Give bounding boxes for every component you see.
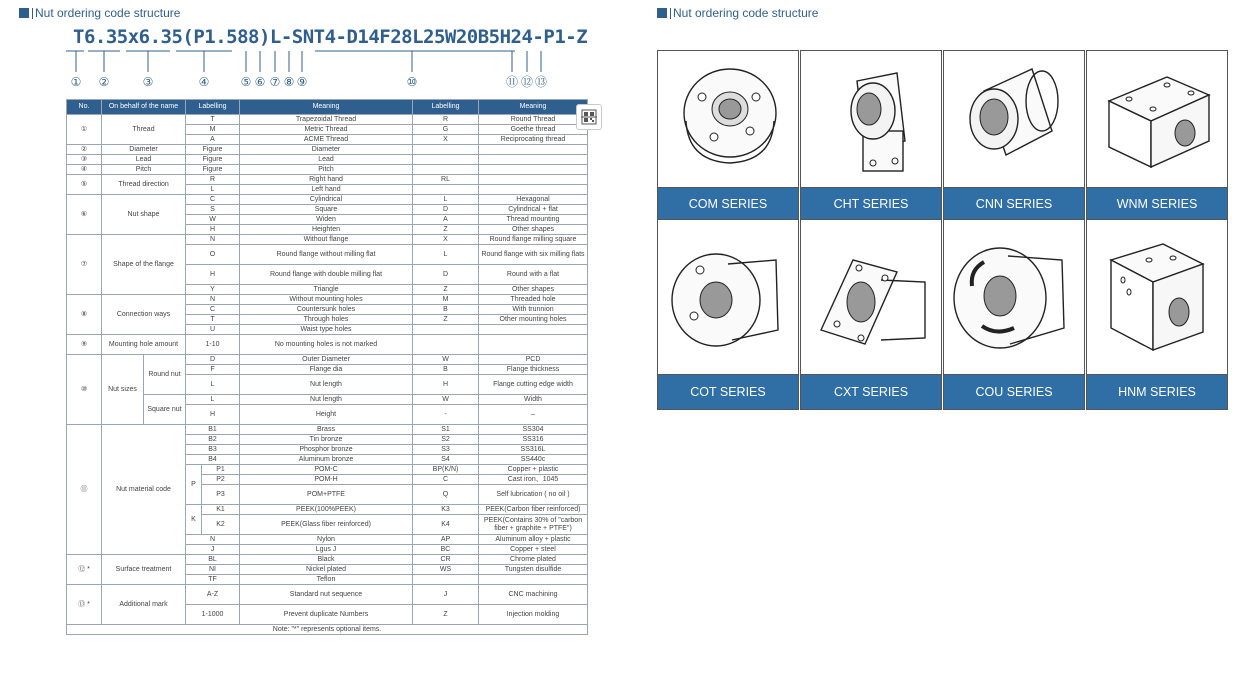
table-cell: Heighten [240, 225, 413, 235]
table-cell: O [186, 245, 240, 265]
code-markers [60, 48, 560, 94]
table-cell: NI [186, 565, 240, 575]
row-name: Mounting hole amount [102, 335, 186, 355]
table-cell: AP [413, 535, 479, 545]
table-cell: Other shapes [479, 285, 588, 295]
table-cell: J [413, 585, 479, 605]
table-cell: N [186, 535, 240, 545]
table-cell: Right hand [240, 175, 413, 185]
table-cell: Tungsten disulfide [479, 565, 588, 575]
table-cell: SS440c [479, 455, 588, 465]
nut-code-table [66, 99, 588, 635]
sub-name: Square nut [144, 395, 186, 425]
table-cell: Brass [240, 425, 413, 435]
round-flange-cylinder-nut-icon [658, 220, 798, 374]
table-cell: B [413, 365, 479, 375]
table-cell: X [413, 235, 479, 245]
table-cell: U [186, 325, 240, 335]
table-cell: 1-1000 [186, 605, 240, 625]
marker-label: ③ [142, 75, 154, 89]
table-cell: Z [413, 605, 479, 625]
table-cell: H [186, 225, 240, 235]
table-cell: POM-C [240, 465, 413, 475]
table-row [67, 235, 588, 245]
cht-series-image [800, 50, 942, 188]
table-cell: Prevent duplicate Numbers [240, 605, 413, 625]
table-cell: W [186, 215, 240, 225]
table-row [67, 195, 588, 205]
table-cell: Height [240, 405, 413, 425]
table-cell: S1 [413, 425, 479, 435]
table-cell: Cylindrical + flat [479, 205, 588, 215]
table-cell [479, 145, 588, 155]
row-name: Pitch [102, 165, 186, 175]
table-cell [413, 145, 479, 155]
table-cell: PEEK(Carbon fiber reinforced) [479, 505, 588, 515]
table-cell: 1-10 [186, 335, 240, 355]
table-cell: L [413, 195, 479, 205]
row-number: ⑧ [67, 295, 102, 335]
table-cell: Widen [240, 215, 413, 225]
table-cell: K1 [202, 505, 240, 515]
marker-label: ② [98, 75, 110, 89]
table-cell: N [186, 295, 240, 305]
table-cell: K2 [202, 515, 240, 535]
header-cell: Labelling [413, 100, 479, 115]
wnm-series-image [1086, 50, 1228, 188]
table-cell: BP(K/N) [413, 465, 479, 475]
table-cell [413, 335, 479, 355]
table-cell: Self lubrication ( no oil ) [479, 485, 588, 505]
row-number: ⑬ * [67, 585, 102, 625]
table-cell: N [186, 235, 240, 245]
table-cell: Round flange with double milling flat [240, 265, 413, 285]
table-cell: Flange dia [240, 365, 413, 375]
series-caption: CNN SERIES [943, 187, 1085, 220]
table-cell: F [186, 365, 240, 375]
table-cell: D [413, 205, 479, 215]
table-row [67, 395, 588, 405]
table-cell: Triangle [240, 285, 413, 295]
table-cell: PCD [479, 355, 588, 365]
table-cell: WS [413, 565, 479, 575]
table-cell: Figure [186, 145, 240, 155]
table-cell: P2 [202, 475, 240, 485]
title-square-icon [19, 8, 29, 18]
marker-label: ④ [198, 75, 210, 89]
row-number: ⑦ [67, 235, 102, 295]
table-cell: Without mounting holes [240, 295, 413, 305]
table-cell: C [413, 475, 479, 485]
table-cell: TF [186, 575, 240, 585]
marker-label: ⑬ [534, 75, 548, 89]
table-cell [413, 575, 479, 585]
table-cell: A [186, 135, 240, 145]
marker-label: ⑧ [283, 75, 295, 89]
table-cell: D [413, 265, 479, 285]
header-cell: On behalf of the name [102, 100, 186, 115]
table-cell: POM-H [240, 475, 413, 485]
table-cell [413, 325, 479, 335]
marker-label: ⑦ [269, 75, 281, 89]
hnm-series-image [1086, 219, 1228, 375]
table-cell: Lead [240, 155, 413, 165]
table-cell: Q [413, 485, 479, 505]
table-cell: Round with a flat [479, 265, 588, 285]
table-cell: Without flange [240, 235, 413, 245]
table-cell: SS316L [479, 445, 588, 455]
table-cell: Thread mounting [479, 215, 588, 225]
header-cell: Labelling [186, 100, 240, 115]
sub-name: P [186, 465, 202, 505]
table-cell: RL [413, 175, 479, 185]
table-cell: Outer Diameter [240, 355, 413, 365]
table-cell: Nylon [240, 535, 413, 545]
left-section-title: Nut ordering code structure [19, 6, 180, 20]
table-cell [479, 335, 588, 355]
table-cell: Copper + steel [479, 545, 588, 555]
table-cell: Waist type holes [240, 325, 413, 335]
row-name: Nut sizes [102, 355, 144, 425]
marker-label: ⑥ [254, 75, 266, 89]
row-name: Thread [102, 115, 186, 145]
table-row [67, 555, 588, 565]
table-cell [413, 165, 479, 175]
table-row [67, 100, 588, 115]
table-cell: C [186, 195, 240, 205]
row-number: ④ [67, 165, 102, 175]
row-number: ③ [67, 155, 102, 165]
table-row [67, 115, 588, 125]
table-cell: B4 [186, 455, 240, 465]
table-cell: L [413, 245, 479, 265]
row-number: ⑫ * [67, 555, 102, 585]
table-cell [479, 155, 588, 165]
table-row [67, 295, 588, 305]
table-cell: Width [479, 395, 588, 405]
table-cell: L [186, 185, 240, 195]
row-name: Diameter [102, 145, 186, 155]
cot-series-image [657, 219, 799, 375]
table-cell: No mounting holes is not marked [240, 335, 413, 355]
header-cell: No. [67, 100, 102, 115]
table-cell: Through holes [240, 315, 413, 325]
table-cell: CR [413, 555, 479, 565]
table-row [67, 335, 588, 355]
table-cell: B2 [186, 435, 240, 445]
table-cell: Round Thread [479, 115, 588, 125]
square-flange-cylinder-nut-icon [801, 220, 941, 374]
table-cell: H [186, 405, 240, 425]
table-cell: Cast iron、1045 [479, 475, 588, 485]
table-cell: H [186, 265, 240, 285]
table-cell: Figure [186, 165, 240, 175]
table-cell: Y [186, 285, 240, 295]
table-cell: Aluminum alloy + plastic [479, 535, 588, 545]
row-number: ⑩ [67, 355, 102, 425]
table-cell: Left hand [240, 185, 413, 195]
round-flange-nut-icon [658, 51, 798, 187]
row-name: Surface treatment [102, 555, 186, 585]
table-cell [479, 165, 588, 175]
row-number: ⑤ [67, 175, 102, 195]
row-name: Shape of the flange [102, 235, 186, 295]
table-cell: Z [413, 225, 479, 235]
table-cell: Z [413, 285, 479, 295]
table-cell: Figure [186, 155, 240, 165]
table-cell: L [186, 395, 240, 405]
table-cell: Nut length [240, 375, 413, 395]
header-cell: Meaning [240, 100, 413, 115]
row-name: Connection ways [102, 295, 186, 335]
table-cell [479, 325, 588, 335]
table-cell: SS316 [479, 435, 588, 445]
table-cell [479, 185, 588, 195]
series-caption: CXT SERIES [800, 374, 942, 410]
table-row [67, 165, 588, 175]
table-cell: C [186, 305, 240, 315]
cnn-series-image [943, 50, 1085, 188]
table-cell: D [186, 355, 240, 365]
table-row [67, 175, 588, 185]
table-cell: Z [413, 315, 479, 325]
table-cell: Hexagonal [479, 195, 588, 205]
cou-series-image [943, 219, 1085, 375]
table-cell: B [413, 305, 479, 315]
table-cell: T [186, 315, 240, 325]
table-row [67, 355, 588, 365]
table-cell: Flange cutting edge width [479, 375, 588, 395]
table-cell: Cylindrical [240, 195, 413, 205]
table-cell: K4 [413, 515, 479, 535]
row-name: Nut material code [102, 425, 186, 555]
qr-code-icon [581, 109, 597, 125]
table-cell: Trapezoidal Thread [240, 115, 413, 125]
table-cell: Pitch [240, 165, 413, 175]
series-caption: HNM SERIES [1086, 374, 1228, 410]
row-name: Additional mark [102, 585, 186, 625]
table-note: Note: "*" represents optional items. [67, 625, 588, 635]
row-number: ② [67, 145, 102, 155]
table-cell: PEEK(Contains 30% of "carbon fiber + graphite + PTFE") [479, 515, 588, 535]
table-cell: Round flange with six milling flats [479, 245, 588, 265]
table-cell: B1 [186, 425, 240, 435]
nut-series-grid [657, 50, 1228, 410]
ordering-code: T6.35x6.35(P1.588)L-SNT4-D14F28L25W20B5H24-P1-Z [73, 26, 588, 48]
table-cell: P3 [202, 485, 240, 505]
table-cell: W [413, 355, 479, 365]
table-cell: S2 [413, 435, 479, 445]
table-cell: A-Z [186, 585, 240, 605]
table-cell: Copper + plastic [479, 465, 588, 475]
cxt-series-image [800, 219, 942, 375]
series-caption: CHT SERIES [800, 187, 942, 220]
series-caption: WNM SERIES [1086, 187, 1228, 220]
table-cell: CNC machining [479, 585, 588, 605]
table-cell: M [186, 125, 240, 135]
series-caption: COT SERIES [657, 374, 799, 410]
title-square-icon [657, 8, 667, 18]
table-cell: Nickel plated [240, 565, 413, 575]
table-row [67, 425, 588, 435]
table-cell: Nut length [240, 395, 413, 405]
marker-label: ⑩ [406, 75, 418, 89]
right-section-title: Nut ordering code structure [657, 6, 818, 20]
table-cell: W [413, 395, 479, 405]
table-cell: Reciprocating thread [479, 135, 588, 145]
table-cell: Diameter [240, 145, 413, 155]
marker-label: ⑤ [240, 75, 252, 89]
table-cell: A [413, 215, 479, 225]
marker-label: ⑨ [296, 75, 308, 89]
table-cell [479, 175, 588, 185]
table-cell: Other mounting holes [479, 315, 588, 325]
table-cell: J [186, 545, 240, 555]
table-cell: R [413, 115, 479, 125]
header-cell: Meaning [479, 100, 588, 115]
table-cell: ACME Thread [240, 135, 413, 145]
table-cell: G [413, 125, 479, 135]
table-cell: BL [186, 555, 240, 565]
series-caption: COU SERIES [943, 374, 1085, 410]
row-name: Nut shape [102, 195, 186, 235]
table-cell: – [479, 405, 588, 425]
table-row [67, 155, 588, 165]
sub-name: K [186, 505, 202, 535]
table-cell: S4 [413, 455, 479, 465]
series-caption: COM SERIES [657, 187, 799, 220]
table-cell: Standard nut sequence [240, 585, 413, 605]
table-row [67, 145, 588, 155]
table-cell: L [186, 375, 240, 395]
block-nut-icon [1087, 51, 1227, 187]
table-cell: H [413, 375, 479, 395]
table-cell: Threaded hole [479, 295, 588, 305]
table-cell: PEEK(100%PEEK) [240, 505, 413, 515]
table-cell: Round flange milling square [479, 235, 588, 245]
row-number: ⑨ [67, 335, 102, 355]
marker-label: ⑪ [505, 75, 519, 89]
table-cell: Chrome plated [479, 555, 588, 565]
row-number: ① [67, 115, 102, 145]
table-cell: Other shapes [479, 225, 588, 235]
table-cell: PEEK(Glass fiber reinforced) [240, 515, 413, 535]
cylinder-nut-icon [944, 51, 1084, 187]
table-cell: X [413, 135, 479, 145]
table-cell: T [186, 115, 240, 125]
table-cell: With trunnion [479, 305, 588, 315]
table-cell: B3 [186, 445, 240, 455]
table-cell: Black [240, 555, 413, 565]
table-cell: Metric Thread [240, 125, 413, 135]
row-name: Lead [102, 155, 186, 165]
row-number: ⑥ [67, 195, 102, 235]
sub-name: Round nut [144, 355, 186, 395]
table-cell: Phosphor bronze [240, 445, 413, 455]
table-cell: Flange thickness [479, 365, 588, 375]
table-cell: SS304 [479, 425, 588, 435]
qr-code-button[interactable] [576, 104, 602, 130]
table-cell: S [186, 205, 240, 215]
table-cell [479, 575, 588, 585]
table-cell: R [186, 175, 240, 185]
table-row [67, 585, 588, 605]
marker-label: ⑫ [520, 75, 534, 89]
table-cell: Lgus J [240, 545, 413, 555]
table-row [67, 625, 588, 635]
table-cell: Goethe thread [479, 125, 588, 135]
table-cell [413, 185, 479, 195]
table-cell: Teflon [240, 575, 413, 585]
table-cell: BC [413, 545, 479, 555]
row-number: ⑪ [67, 425, 102, 555]
table-cell: Round flange without milling flat [240, 245, 413, 265]
com-series-image [657, 50, 799, 188]
table-cell: S3 [413, 445, 479, 455]
table-cell: Injection molding [479, 605, 588, 625]
table-cell [413, 155, 479, 165]
table-cell: Aluminum bronze [240, 455, 413, 465]
block-nut-icon [1087, 220, 1227, 374]
table-cell: Tin bronze [240, 435, 413, 445]
square-flange-nut-icon [801, 51, 941, 187]
table-cell: K3 [413, 505, 479, 515]
table-cell: Countersunk holes [240, 305, 413, 315]
slotted-flange-nut-icon [944, 220, 1084, 374]
table-cell: POM+PTFE [240, 485, 413, 505]
table-cell: P1 [202, 465, 240, 475]
marker-label: ① [70, 75, 82, 89]
table-cell: Square [240, 205, 413, 215]
table-cell: - [413, 405, 479, 425]
table-cell: M [413, 295, 479, 305]
row-name: Thread direction [102, 175, 186, 195]
